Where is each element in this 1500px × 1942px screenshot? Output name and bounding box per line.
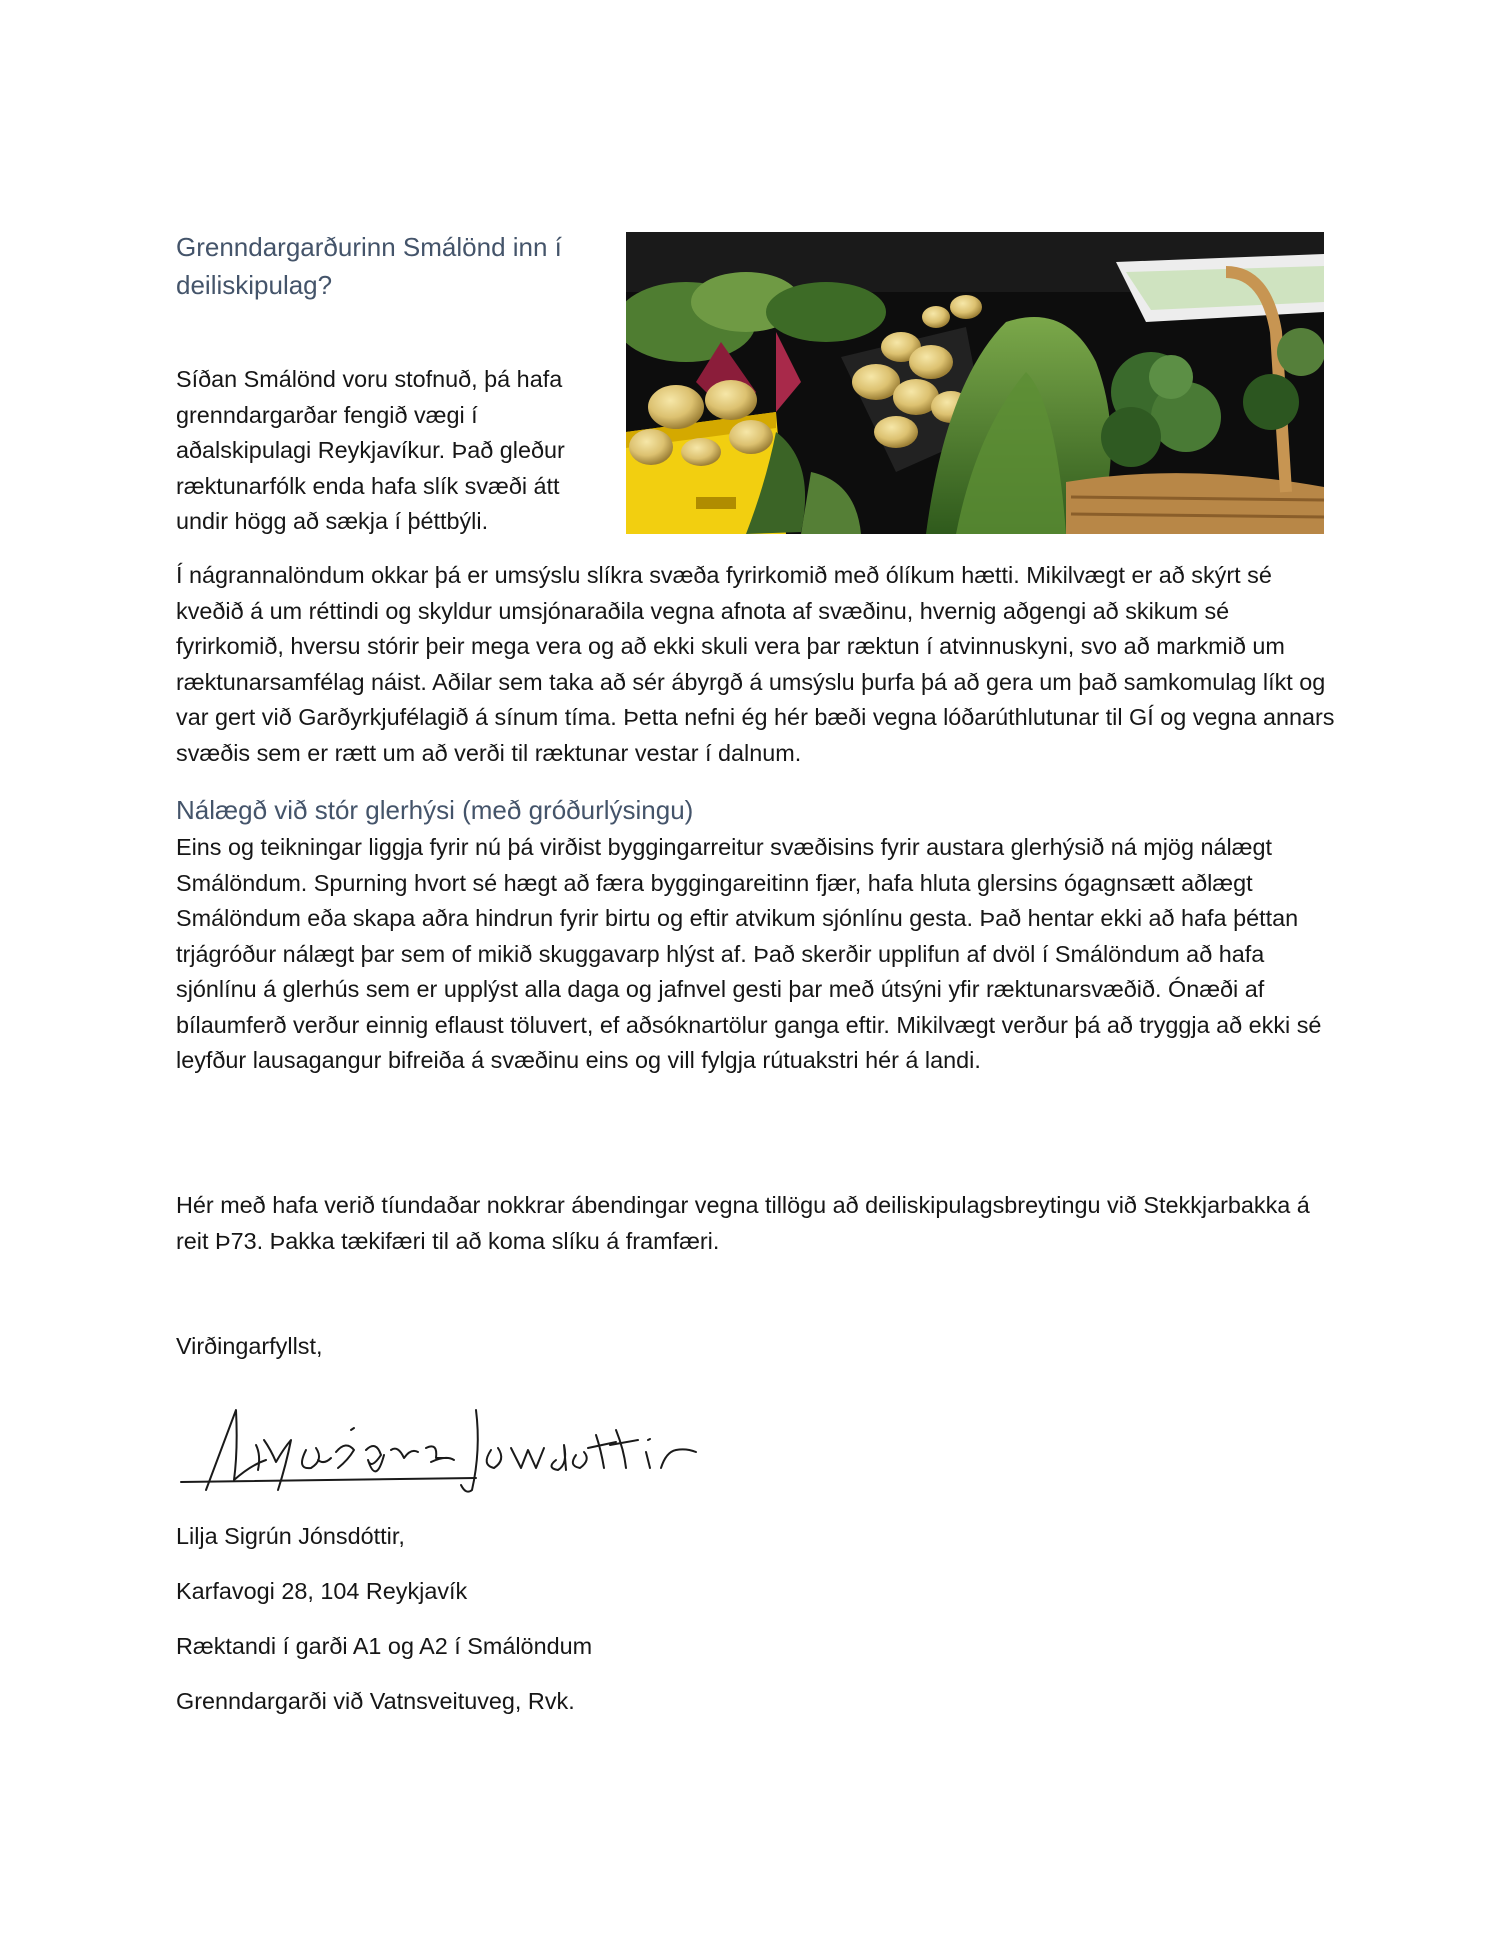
closing: Virðingarfyllst, xyxy=(176,1333,323,1359)
paragraph-administration: Í nágrannalöndum okkar þá er umsýslu slíkra svæða fyrirkomið með ólíkum hætti. Mikilvægt er að skýrt sé kveðið á um réttindi og skyldur umsjónaraðila vegna afnota af svæðinu, hvernig aðgengi að skikum sé fyrirkomið, hversu stórir þeir mega vera og að ekki skuli vera þar ræktun í atvinnuskyni, svo að markmið um ræktunarsamfélag náist. Aðilar sem taka að sér ábyrgð á umsýslu þurfa þá að gera um það samkomulag líkt og var gert við Garðyrkjufélagið á sínum tíma. Þetta nefni ég hér bæði vegna lóðarúthlutunar til GÍ og vegna annars svæðis sem er rætt um að verði til ræktunar vestar í dalnum. xyxy=(176,562,1335,766)
sender-garden: Grenndargarði við Vatnsveituveg, Rvk. xyxy=(176,1688,575,1714)
paragraph-conclusion: Hér með hafa verið tíundaðar nokkrar ábendingar vegna tillögu að deiliskipulagsbreytingu við Stekkjarbakka á reit Þ73. Þakka tækifæri til að koma slíku á framfæri. xyxy=(176,1192,1310,1254)
heading-greenhouses: Nálægð við stór glerhýsi (með gróðurlýsingu) xyxy=(176,795,694,825)
sender-role: Ræktandi í garði A1 og A2 í Smálöndum xyxy=(176,1633,593,1659)
sender-address: Karfavogi 28, 104 Reykjavík xyxy=(176,1578,468,1604)
sender-name: Lilja Sigrún Jónsdóttir, xyxy=(176,1523,405,1549)
paragraph-greenhouses: Eins og teikningar liggja fyrir nú þá virðist byggingarreitur svæðisins fyrir austara glerhýsið ná mjög nálægt Smálöndum. Spurning hvort sé hægt að færa byggingareitinn fjær, hafa hluta glersins ógagnsætt aðlægt Smálöndum eða skapa aðra hindrun fyrir birtu og eftir atvikum sjónlínu gesta. Það hentar ekki að hafa þéttan trjágróður nálægt þar sem of mikið skuggavarp hlýst af. Það skerðir upplifun af dvöl í Smálöndum að hafa sjónlínu á glerhús sem er upplýst alla daga og jafnvel gesti þar með útsýni yfir ræktunarsvæðið. Ónæði af bílaumferð verður einnig eflaust töluvert, ef aðsóknartölur ganga eftir. Mikilvægt verður þá að tryggja að ekki sé leyfður lausagangur bifreiða á svæðinu eins og vill fylgja rútuakstri hér á landi. xyxy=(176,834,1322,1073)
handwritten-signature xyxy=(176,1390,736,1500)
heading-smalond: Grenndargarðurinn Smálönd inn í deiliskipulag? xyxy=(176,232,562,300)
vegetables-photo xyxy=(626,232,1324,534)
intro-paragraph: Síðan Smálönd voru stofnuð, þá hafa grenndargarðar fengið vægi í aðalskipulagi Reykjavíkur. Það gleður ræktunarfólk enda hafa slík svæði átt undir högg að sækja í þéttbýli. xyxy=(176,366,565,534)
